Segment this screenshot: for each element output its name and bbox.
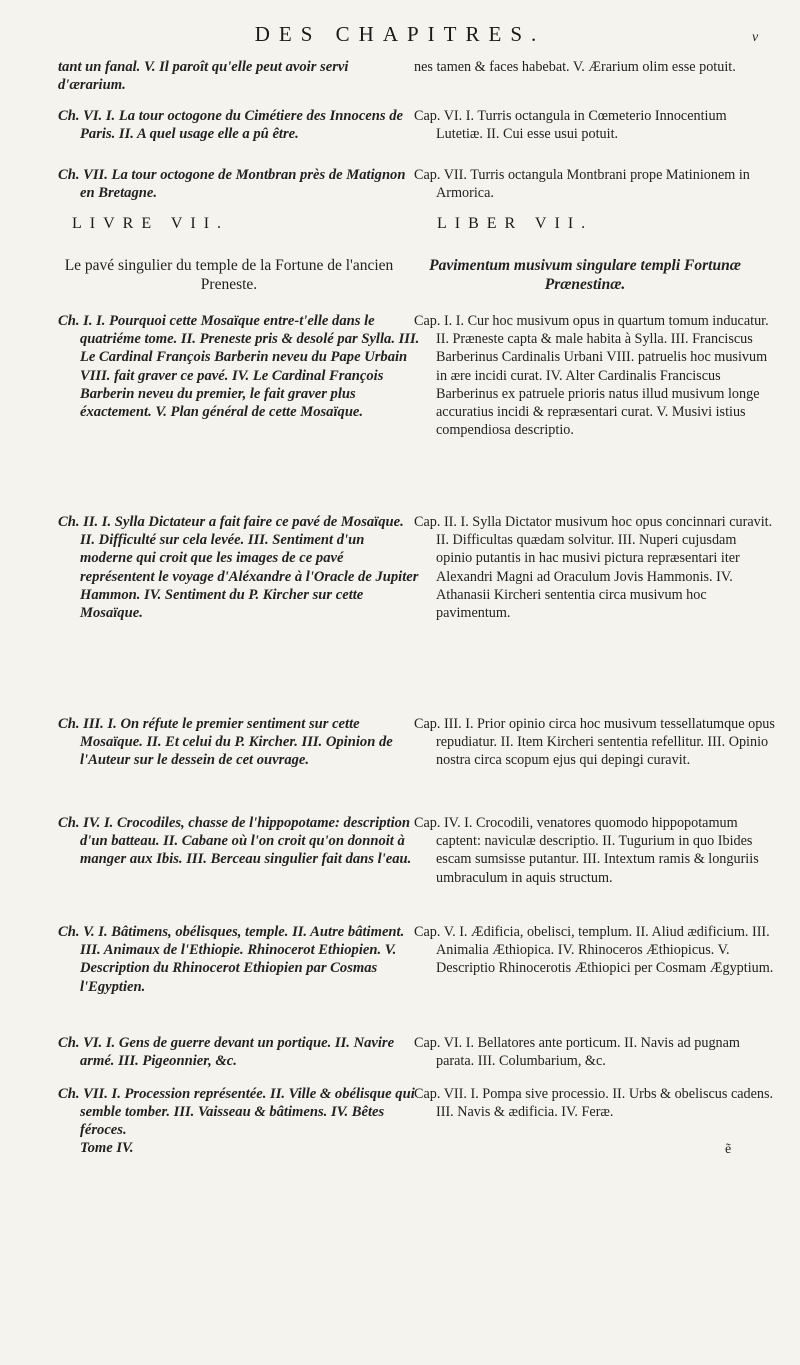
entry-fr-top-1: Ch. VII. La tour octogone de Montbran près de Matignon en Bretagne.	[58, 167, 406, 202]
book-subtitle-la: Pavimentum musivum singulare templi Fortunæ Prænestinæ.	[429, 257, 741, 293]
entry-fr-3: Ch. IV. I. Crocodiles, chasse de l'hippopotame: description d'un batteau. II. Cabane où l'on croit qu'on donnoit à manger aux Ibis. III. Berceau singulier fait dans l'eau.	[58, 815, 412, 868]
entry-la-top-0: Cap. VI. I. Turris octangula in Cœmeterio Innocentium Lutetiæ. II. Cui esse usui potuit.	[414, 108, 727, 143]
book-heading-la: LIBER VII.	[437, 215, 594, 232]
entry-fr-1: Ch. II. I. Sylla Dictateur a fait faire ce pavé de Mosaïque. II. Difficulté sur cela levée. III. Sentiment d'un moderne qui croit que les images de ce pavé représentent le voyage d'Aléxandre à l'Oracle de Jupiter Hammon. IV. Sentiment du P. Kircher sur cette Mosaïque.	[58, 514, 419, 622]
entry-fr-0: Ch. I. I. Pourquoi cette Mosaïque entre-t'elle dans le quatriéme tome. II. Preneste pris & desolé par Sylla. III. Le Cardinal François Barberin neveu du Pape Urbain VIII. fait graver ce pavé. IV. Le Cardinal François Barberin neveu du premier, le fait graver plus éxactement. V. Plan général de cette Mosaïque.	[58, 313, 420, 421]
entry-la-5: Cap. VI. I. Bellatores ante porticum. II. Navis ad pugnam parata. III. Columbarium, &c.	[414, 1035, 740, 1070]
entry-fr-top-0: Ch. VI. I. La tour octogone du Cimétiere des Innocens de Paris. II. A quel usage elle a pû être.	[58, 108, 404, 143]
entry-la-top-1: Cap. VII. Turris octangula Montbrani prope Matinionem in Armorica.	[414, 167, 750, 202]
entry-la-2: Cap. III. I. Prior opinio circa hoc musivum tessellatumque opus repudiatur. II. Item Kircheri sententia refellitur. III. Opinio nostra circa scopum ejus qui depingi curavit.	[414, 716, 775, 769]
entry-la-6: Cap. VII. I. Pompa sive processio. II. Urbs & obeliscus cadens. III. Navis & ædificia. IV. Feræ.	[414, 1086, 774, 1121]
folio: v	[752, 30, 759, 45]
entry-la-4: Cap. V. I. Ædificia, obelisci, templum. II. Aliud ædificium. III. Animalia Æthiopica. IV. Rhinoceros Æthiopicus. V. Descriptio Rhinocerotis Æthiopici per Cosmam Ægyptium.	[414, 924, 774, 977]
book-heading-fr: LIVRE VII.	[72, 215, 230, 232]
book-subtitle-fr: Le pavé singulier du temple de la Fortune de l'ancien Preneste.	[64, 257, 394, 293]
running-head: DES CHAPITRES.	[254, 22, 546, 46]
continuation-la: nes tamen & faces habebat. V. Ærarium olim esse potuit.	[414, 59, 736, 75]
entry-la-1: Cap. II. I. Sylla Dictator musivum hoc opus concinnari curavit. II. Difficultas quædam solvitur. III. Nuperi cujusdam opinio putantis in hac musivi pictura repræsentari iter Alexandri Magni ad Oraculum Jovis Hammonis. IV. Athanasii Kircheri sententia circa musivum hoc pavimentum.	[414, 514, 773, 622]
entry-fr-2: Ch. III. I. On réfute le premier sentiment sur cette Mosaïque. II. Et celui du P. Kircher. III. Opinion de l'Auteur sur le dessein de cet ouvrage.	[58, 716, 393, 769]
catchword: ẽ	[725, 1142, 732, 1157]
continuation-fr: tant un fanal. V. Il paroît qu'elle peut avoir servi d'ærarium.	[58, 59, 349, 94]
entry-fr-5: Ch. VI. I. Gens de guerre devant un portique. II. Navire armé. III. Pigeonnier, &c.	[58, 1035, 395, 1070]
entry-fr-6: Ch. VII. I. Procession représentée. II. Ville & obélisque qui semble tomber. III. Vaisseau & bâtimens. IV. Bêtes féroces.	[58, 1086, 415, 1139]
entry-fr-4: Ch. V. I. Bâtimens, obélisques, temple. II. Autre bâtiment. III. Animaux de l'Ethiopie. Rhinocerot Ethiopien. V. Description du Rhinocerot Ethiopien par Cosmas l'Egyptien.	[58, 924, 405, 995]
entry-la-0: Cap. I. I. Cur hoc musivum opus in quartum tomum inducatur. II. Præneste capta & male habita à Sylla. III. Franciscus Barberinus Cardinalis Urbani VIII. patruelis hoc musivum in ære incidi curat. IV. Alter Cardinalis Franciscus Barberinus ex patruele prioris natus illud musivum longe accuratius incidi & repræsentari curat. V. Musivi istius compendiosa descriptio.	[414, 313, 769, 439]
entry-la-3: Cap. IV. I. Crocodili, venatores quomodo hippopotamum captent: naviculæ descriptio. II. Tugurium in quo Ibides escam sumsisse putantur. III. Intextum ramis & longuriis umbraculum in aquis structum.	[414, 815, 759, 886]
tome-note: Tome IV.	[80, 1140, 134, 1156]
